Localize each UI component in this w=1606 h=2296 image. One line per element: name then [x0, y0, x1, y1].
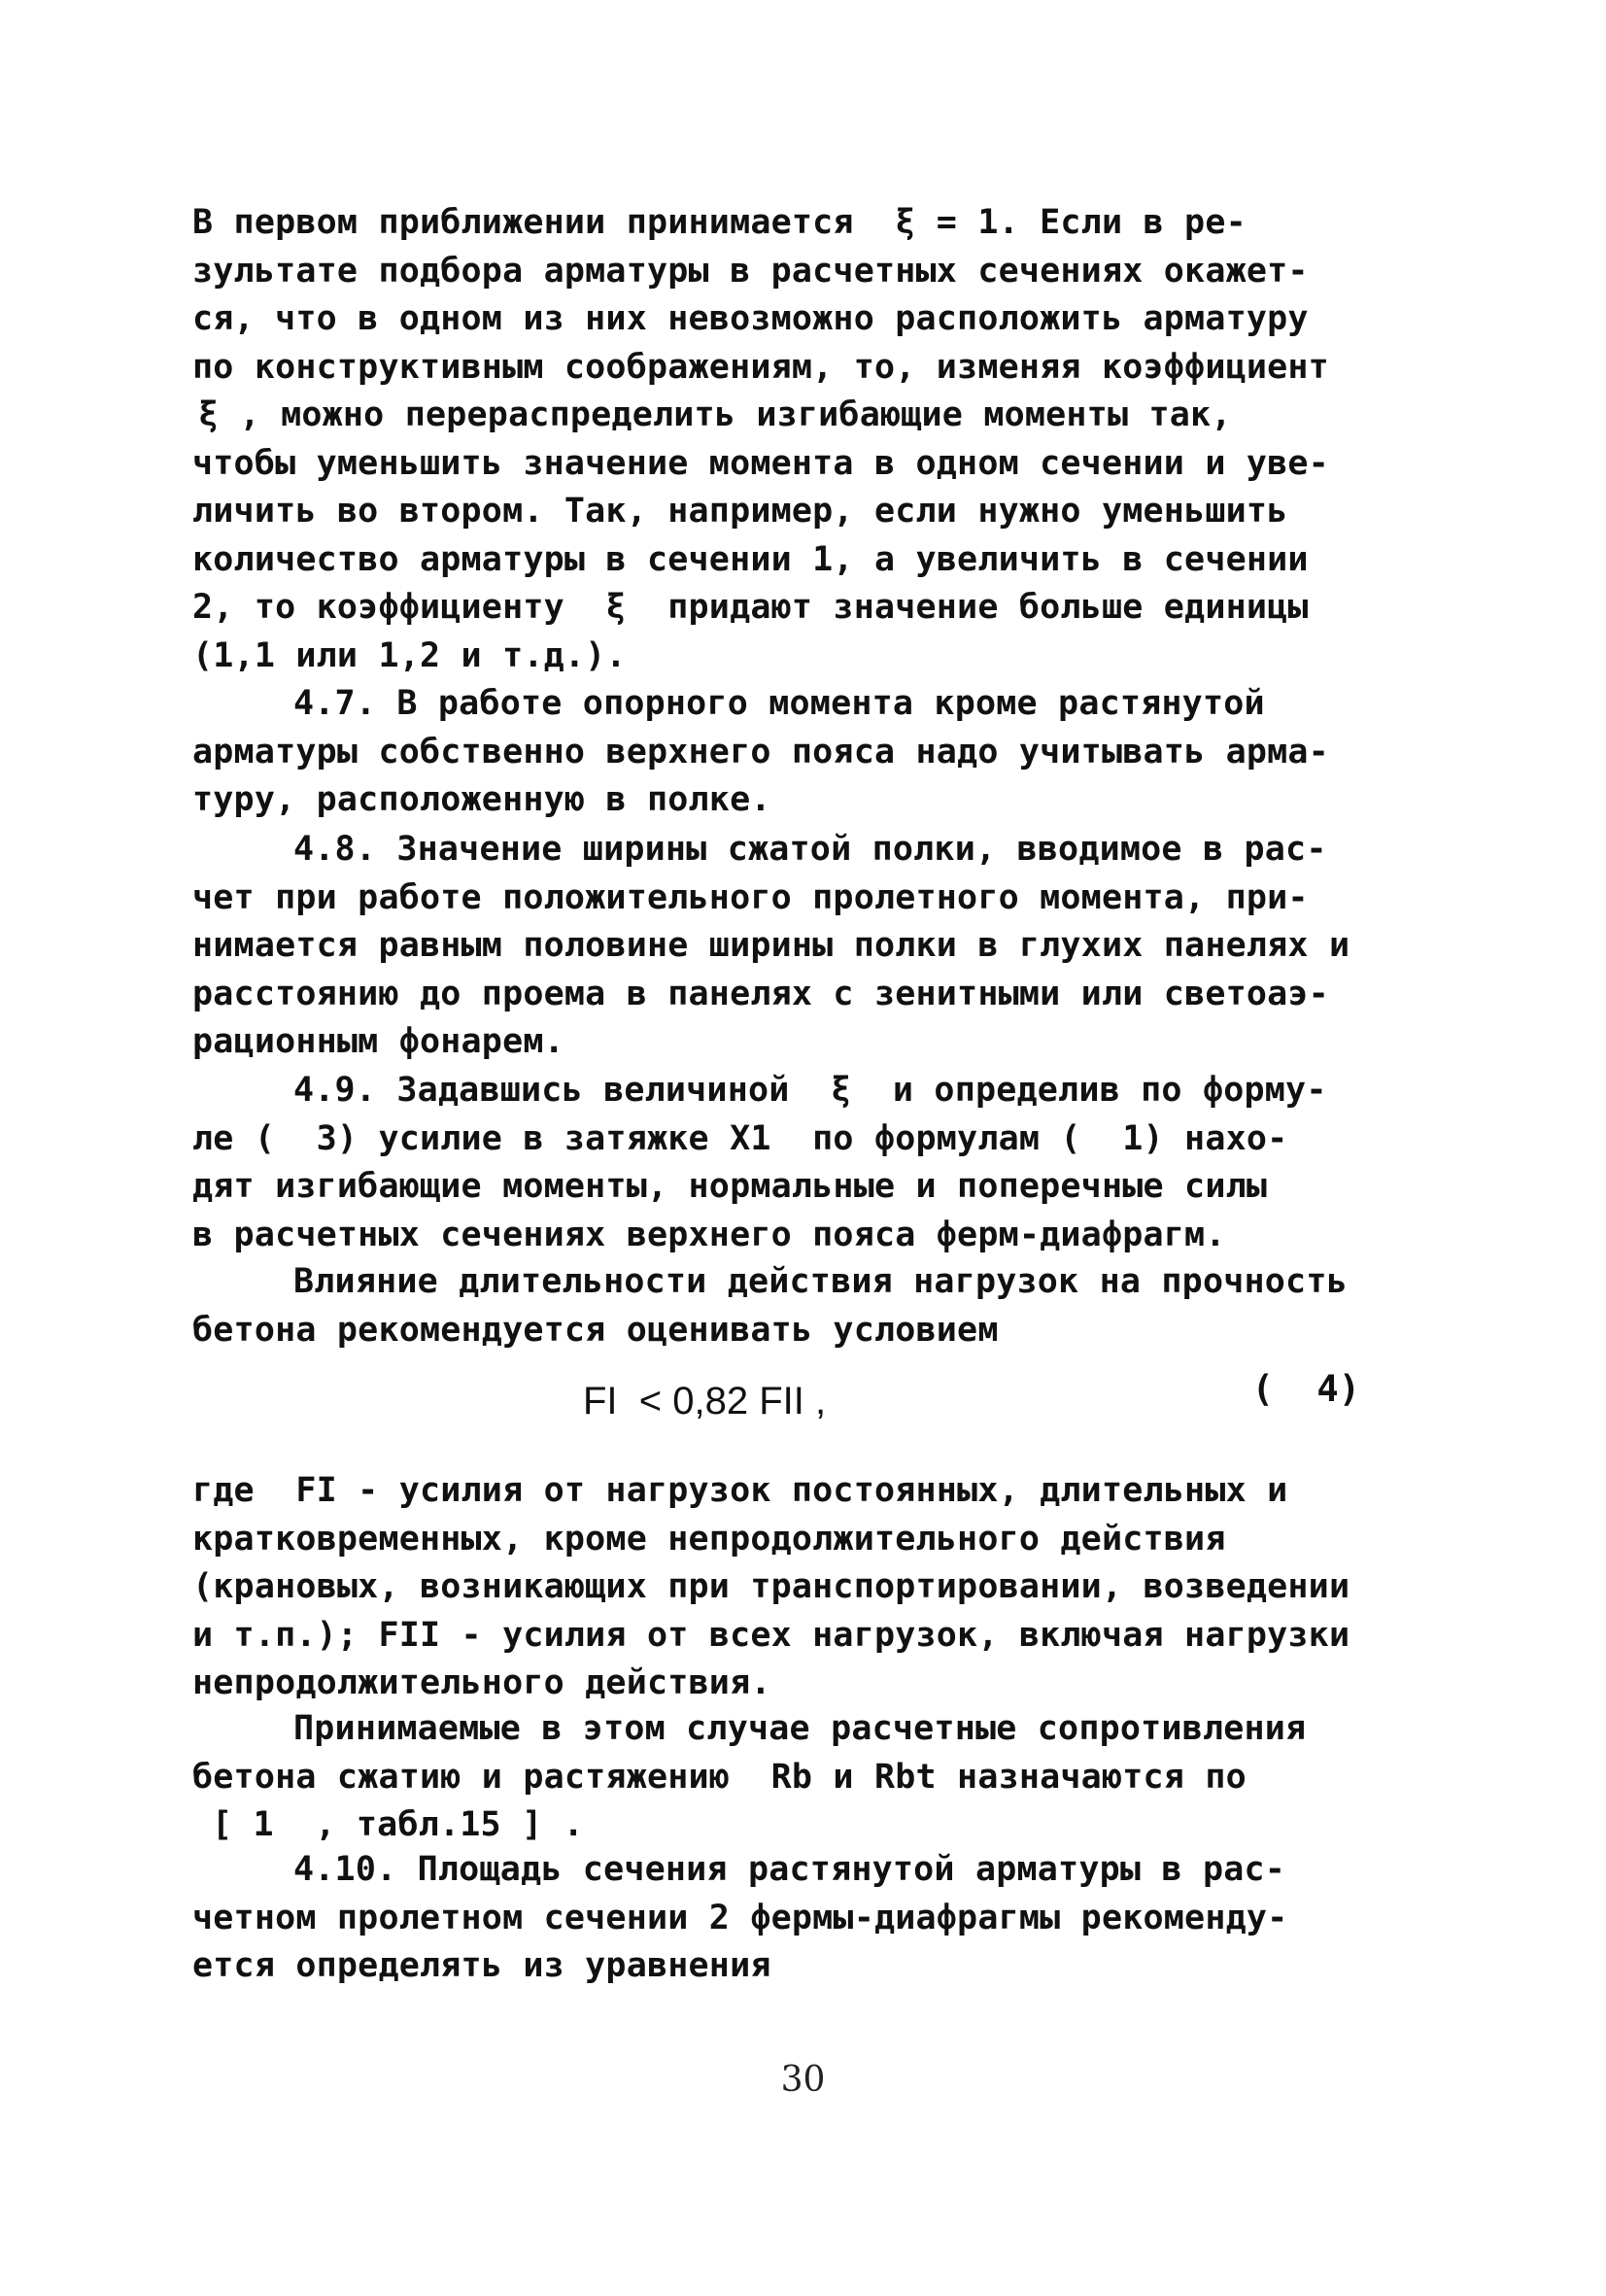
paragraph-definitions — [192, 1467, 1446, 1708]
paragraph-resistances — [192, 1705, 1446, 1850]
text-line: ется определять из уравнения — [192, 1946, 771, 1985]
paragraph-4-7 — [192, 680, 1446, 825]
formula-4 — [583, 1368, 1380, 1438]
text-line: рационным фонарем. — [192, 1022, 564, 1061]
text-line: бетона сжатию и растяжению Rb и Rbt назначаются по — [192, 1757, 1247, 1797]
paragraph-approximation — [192, 199, 1446, 680]
text-line: [ 1 , табл.15 ] . — [212, 1805, 584, 1844]
text-line: ξ , можно перераспределить изгибающие моменты так, — [198, 395, 1232, 434]
text-line: по конструктивным соображениям, то, изменяя коэффициент — [192, 347, 1329, 387]
text-line: 4.8. Значение ширины сжатой полки, вводимое в рас- — [293, 830, 1327, 869]
formula-expression: FI < 0,82 FII , — [583, 1380, 827, 1422]
text-line: ся, что в одном из них невозможно расположить арматуру — [192, 299, 1309, 338]
text-line: количество арматуры в сечении 1, а увеличить в сечении — [192, 539, 1309, 579]
text-line: нимается равным половине ширины полки в глухих панелях и — [192, 926, 1350, 965]
text-line: (крановых, возникающих при транспортировании, возведении — [192, 1567, 1350, 1606]
text-line: и т.п.); FII - усилия от всех нагрузок, включая нагрузки — [192, 1615, 1350, 1655]
text-line: дят изгибающие моменты, нормальные и поперечные силы — [192, 1167, 1268, 1206]
text-line: личить во втором. Так, например, если нужно уменьшить — [192, 492, 1288, 531]
text-line: бетона рекомендуется оценивать условием — [192, 1310, 999, 1350]
text-line: 4.9. Задавшись величиной ξ и определив по форму- — [293, 1071, 1327, 1110]
text-line: чет при работе положительного пролетного момента, при- — [192, 877, 1309, 917]
formula-number: ( 4) — [1251, 1368, 1360, 1410]
text-line: в расчетных сечениях верхнего пояса ферм-диафрагм. — [192, 1215, 1226, 1254]
text-line: непродолжительного действия. — [192, 1663, 771, 1702]
text-line: Принимаемые в этом случае расчетные сопротивления — [293, 1709, 1307, 1748]
text-line: В первом приближении принимается ξ = 1. Если в ре- — [192, 203, 1247, 242]
text-line: где FI - усилия от нагрузок постоянных, длительных и — [192, 1471, 1288, 1510]
paragraph-4-10 — [192, 1846, 1446, 1991]
text-line: (1,1 или 1,2 и т.д.). — [192, 635, 627, 675]
paragraph-load-duration — [192, 1258, 1446, 1354]
page-number: 30 — [780, 2060, 826, 2100]
text-line: зультате подбора арматуры в расчетных сечениях окажет- — [192, 251, 1309, 291]
paragraph-4-9 — [192, 1067, 1446, 1259]
text-line: ле ( 3) усилие в затяжке X1 по формулам ( 1) нахо- — [192, 1118, 1288, 1158]
text-line: 4.10. Площадь сечения растянутой арматуры в рас- — [293, 1850, 1286, 1889]
text-line: чтобы уменьшить значение момента в одном сечении и уве- — [192, 443, 1329, 483]
text-line: 2, то коэффициенту ξ придают значение больше единицы — [192, 588, 1309, 627]
text-line: арматуры собственно верхнего пояса надо учитывать арма- — [192, 732, 1329, 771]
text-line: четном пролетном сечении 2 фермы-диафрагмы рекоменду- — [192, 1898, 1288, 1937]
text-line: Влияние длительности действия нагрузок на прочность — [293, 1262, 1348, 1301]
text-line: 4.7. В работе опорного момента кроме растянутой — [293, 684, 1265, 723]
paragraph-4-8 — [192, 826, 1446, 1067]
text-line: туру, расположенную в полке. — [192, 780, 771, 819]
text-line: кратковременных, кроме непродолжительного действия — [192, 1519, 1226, 1559]
text-line: расстоянию до проема в панелях с зенитными или светоаэ- — [192, 974, 1329, 1013]
